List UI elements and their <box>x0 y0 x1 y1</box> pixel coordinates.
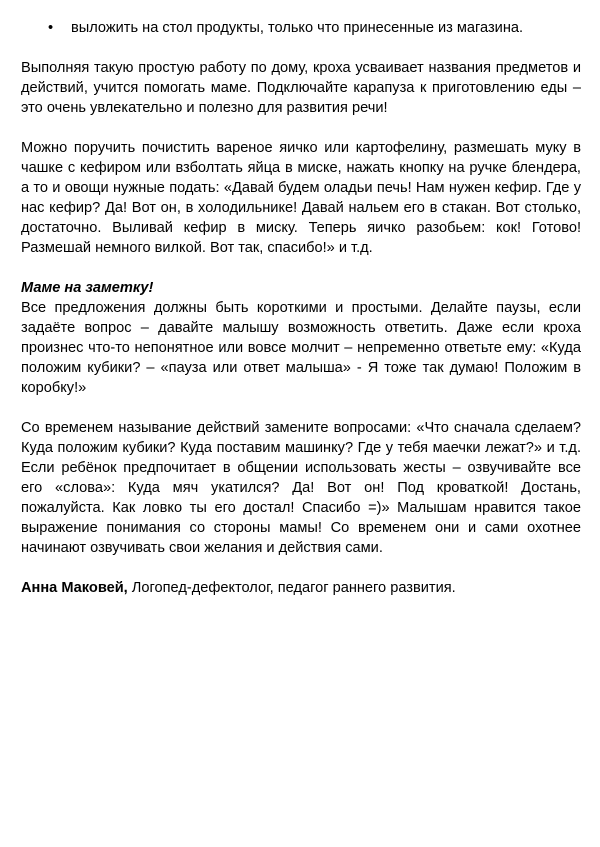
author-role: Логопед-дефектолог, педагог раннего развития. <box>127 580 456 596</box>
paragraph-kitchen-help: Выполняя такую простую работу по дому, кроха усваивает названия предметов и действий, учится помогать маме. Подключайте карапуза к приготовлению еды – это очень увлекательно и полезно для развития речи! <box>21 60 581 116</box>
bullet-list-item <box>21 18 581 38</box>
paragraph-questions: Со временем называние действий замените вопросами: «Что сначала сделаем? Куда положим кубики? Куда поставим машинку? Где у тебя маечки лежат?» и т.д. Если ребёнок предпочитает в общении использовать жесты – озвучивайте все его «слова»: Куда мяч укатился? Да! Вот он! Под кроваткой! Достань, пожалуйста. Как ловко ты его достал! Спасибо =)» Малышам нравится такое выражение понимания со стороны мамы! Со временем они и сами охотнее начинают озвучивать свои желания и действия сами. <box>21 420 581 556</box>
note-block <box>21 278 581 398</box>
paragraph-note-body: Все предложения должны быть короткими и простыми. Делайте паузы, если задаёте вопрос – давайте малышу возможность ответить. Даже если кроха произнес что-то непонятное или вовсе молчит – непременно ответьте ему: «Куда положим кубики? – «пауза или ответ малыша» - Я тоже так думаю! Положим в коробку!» <box>21 300 581 396</box>
author-signature <box>21 578 581 598</box>
note-title: Маме на заметку! <box>21 280 154 296</box>
author-name: Анна Маковей, <box>21 580 128 596</box>
bullet-text: выложить на стол продукты, только что принесенные из магазина. <box>71 20 524 36</box>
paragraph-cooking-example: Можно поручить почистить вареное яичко или картофелину, размешать муку в чашке с кефиром или взболтать яйца в миске, нажать кнопку на ручке блендера, а то и овощи нужные подать: «Давай будем оладьи печь! Нам нужен кефир. Где у нас кефир? Да! Вот он, в холодильнике! Давай нальем его в стакан. Вот столько, достаточно. Выливай кефир в миску. Теперь яичко разобьем: кок! Готово! Размешай немного вилкой. Вот так, спасибо!» и т.д. <box>21 140 581 256</box>
document-page <box>21 18 581 618</box>
bullet-icon: • <box>48 20 54 36</box>
